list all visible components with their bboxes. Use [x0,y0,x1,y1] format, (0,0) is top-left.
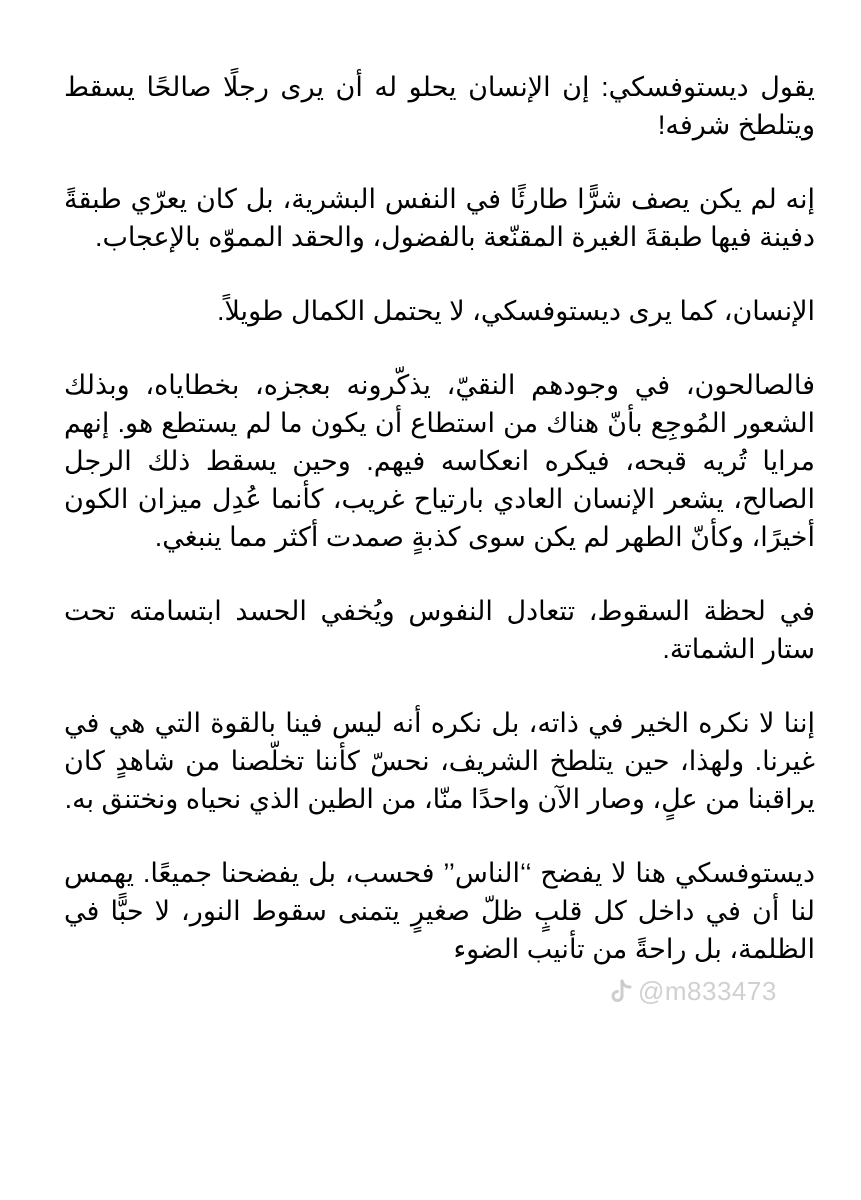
paragraph-2: إنه لم يكن يصف شرًّا طارئًا في النفس البشرية، بل كان يعرّي طبقةً دفينة فيها طبقةَ الغيرة المقنّعة بالفضول، والحقد المموّه بالإعجاب. [64,184,815,252]
paragraph-6: إننا لا نكره الخير في ذاته، بل نكره أنه ليس فينا بالقوة التي هي في غيرنا. ولهذا، حين يتلطخ الشريف، نحسّ كأننا تخلّصنا من شاهدٍ كان يراقبنا من علٍ، وصار الآن واحدًا منّا، من الطين الذي نحياه ونختنق به. [64,708,815,814]
paragraph-5: في لحظة السقوط، تتعادل النفوس ويُخفي الحسد ابتسامته تحت ستار الشماتة. [64,596,815,664]
paragraph-7: ديستوفسكي هنا لا يفضح ‘‘الناس’’ فحسب، بل يفضحنا جميعًا. يهمس لنا أن في داخل كل قلبٍ ظلّ صغيرٍ يتمنى سقوط النور، لا حبًّا في الظلمة، بل راحةً من تأنيب الضوء [64,858,815,964]
paragraph-3: الإنسان، كما يرى ديستوفسكي، لا يحتمل الكمال طويلاً. [216,296,815,326]
paragraph-4: فالصالحون، في وجودهم النقيّ، يذكّرونه بعجزه، بخطاياه، وبذلك الشعور المُوجِع بأنّ هناك من استطاع أن يكون ما لم يستطع هو. إنهم مرايا تُريه قبحه، فيكره انعكاسه فيهم. وحين يسقط ذلك الرجل الصالح، يشعر الإنسان العادي بارتياح غريب، كأنما عُدِل ميزان الكون أخيرًا، وكأنّ الطهر لم يكن سوى كذبةٍ صمدت أكثر مما ينبغي. [64,370,816,552]
paragraph-1: يقول ديستوفسكي: إن الإنسان يحلو له أن يرى رجلًا صالحًا يسقط ويتلطخ شرفه! [64,72,815,140]
watermark-handle: @m833473 [638,976,777,1006]
